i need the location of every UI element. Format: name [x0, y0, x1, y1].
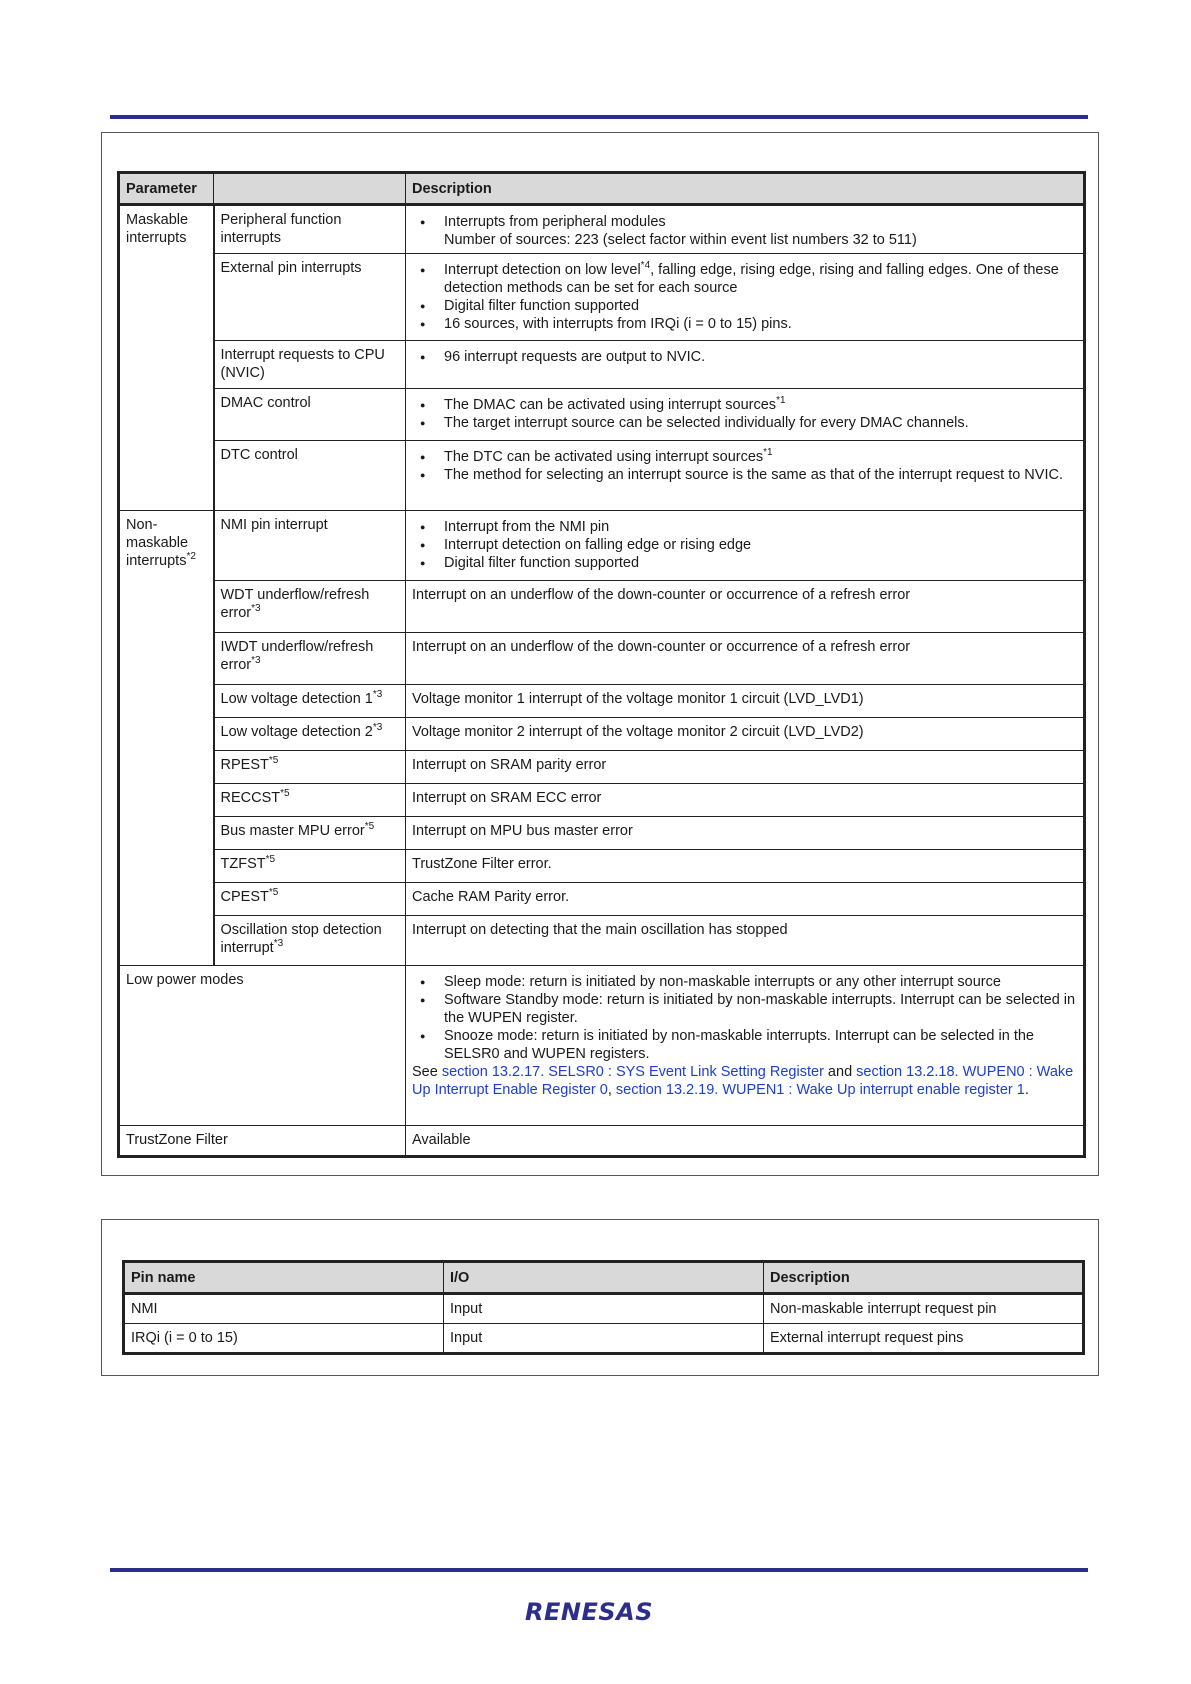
desc-cell: Interrupt on SRAM parity error: [406, 751, 1085, 784]
renesas-logo: [523, 1598, 669, 1624]
param-cell: NMI pin interrupt: [214, 511, 406, 581]
table-row: [119, 633, 1085, 685]
table-row: [119, 718, 1085, 751]
header-rule: [110, 115, 1088, 119]
bullet-item: ● 96 interrupt requests are output to NVIC.: [444, 348, 1077, 366]
pin-name-cell: IRQi (i = 0 to 15): [124, 1324, 444, 1354]
desc-cell: TrustZone Filter error.: [406, 850, 1085, 883]
bullet-item: ● Snooze mode: return is initiated by non-maskable interrupts. Interrupt can be selected in the SELSR0 and WUPEN registers.: [444, 1027, 1077, 1063]
table-row: [119, 685, 1085, 718]
table-row: [119, 751, 1085, 784]
link-wupen0[interactable]: section 13.2.18. WUPEN0 : Wake Up Interrupt Enable Register 0: [412, 1064, 1074, 1098]
table-row: [119, 341, 1085, 389]
param-cell: RECCST$^{*5}$: [214, 784, 406, 817]
group-nonmaskable-interrupts: Non-maskable interrupts$^{*2}$: [119, 511, 214, 966]
table-row: [119, 916, 1085, 966]
desc-cell: [406, 389, 1085, 441]
table-row: [119, 850, 1085, 883]
desc-cell: [406, 341, 1085, 389]
io-cell: Input: [444, 1294, 764, 1324]
continuation-text: Number of sources: 223 (select factor within event list numbers 32 to 511): [444, 232, 917, 248]
desc-cell: Interrupt on MPU bus master error: [406, 817, 1085, 850]
column-header-subparameter: [214, 173, 406, 205]
pin-config-frame: [101, 1219, 1099, 1376]
param-cell: TZFST$^{*5}$: [214, 850, 406, 883]
param-cell: CPEST$^{*5}$: [214, 883, 406, 916]
column-header-parameter: Parameter: [119, 173, 214, 205]
pin-config-table: [122, 1260, 1085, 1355]
interrupt-spec-table: [117, 171, 1086, 1158]
column-header-description: Description: [764, 1262, 1084, 1294]
bullet-item: ● Digital filter function supported: [444, 554, 1077, 572]
param-cell: Oscillation stop detection interrupt$^{*3}$: [214, 916, 406, 966]
desc-cell: Voltage monitor 2 interrupt of the voltage monitor 2 circuit (LVD_LVD2): [406, 718, 1085, 751]
io-cell: Input: [444, 1324, 764, 1354]
table-row: [119, 784, 1085, 817]
table-row: [119, 205, 1085, 254]
table-row: [119, 966, 1085, 1126]
footer-rule: [110, 1568, 1088, 1572]
group-maskable-interrupts: Maskable interrupts: [119, 205, 214, 511]
see-also-text: See section 13.2.17. SELSR0 : SYS Event Link Setting Register and section 13.2.18. WUPEN0 : Wake Up Interrupt Enable Register 0, section 13.2.19. WUPEN1 : Wake Up interrupt enable register 1.: [412, 1064, 1074, 1098]
desc-cell: [406, 254, 1085, 341]
param-cell: Bus master MPU error$^{*5}$: [214, 817, 406, 850]
table-row: [119, 254, 1085, 341]
desc-cell: Interrupt on SRAM ECC error: [406, 784, 1085, 817]
param-cell: WDT underflow/refresh error$^{*3}$: [214, 581, 406, 633]
param-cell-trustzone-filter: TrustZone Filter: [119, 1126, 406, 1157]
table-row: [119, 511, 1085, 581]
table-row: [119, 1126, 1085, 1157]
desc-cell: Available: [406, 1126, 1085, 1157]
param-cell-low-power-modes: Low power modes: [119, 966, 406, 1126]
table-row: [119, 389, 1085, 441]
param-cell: Low voltage detection 1$^{*3}$: [214, 685, 406, 718]
bullet-item: ● Interrupt from the NMI pin: [444, 518, 1077, 536]
pin-desc-cell: Non-maskable interrupt request pin: [764, 1294, 1084, 1324]
desc-cell: Cache RAM Parity error.: [406, 883, 1085, 916]
interrupt-spec-frame: [101, 132, 1099, 1176]
bullet-item: ● The method for selecting an interrupt source is the same as that of the interrupt request to NVIC.: [444, 466, 1077, 484]
bullet-item: ● The DMAC can be activated using interrupt sources$^{*1}$: [444, 396, 1077, 414]
table-row: [124, 1324, 1084, 1354]
bullet-item: ● Interrupts from peripheral modules: [444, 213, 1077, 231]
bullet-item: ● Sleep mode: return is initiated by non-maskable interrupts or any other interrupt source: [444, 973, 1077, 991]
param-cell: DMAC control: [214, 389, 406, 441]
param-cell: IWDT underflow/refresh error$^{*3}$: [214, 633, 406, 685]
desc-cell: [406, 511, 1085, 581]
param-cell: DTC control: [214, 441, 406, 511]
desc-cell: Interrupt on detecting that the main oscillation has stopped: [406, 916, 1085, 966]
table-row: [119, 883, 1085, 916]
table-row: [119, 581, 1085, 633]
bullet-item: ● Interrupt detection on falling edge or rising edge: [444, 536, 1077, 554]
bullet-item: ● Digital filter function supported: [444, 297, 1077, 315]
bullet-item: ● Interrupt detection on low level$^{*4}$, falling edge, rising edge, rising and falling edges. One of these detection methods can be set for each source: [444, 261, 1077, 297]
renesas-logo-text: RENESAS: [525, 1598, 653, 1624]
desc-cell: [406, 966, 1085, 1126]
pin-name-cell: NMI: [124, 1294, 444, 1324]
param-cell: RPEST$^{*5}$: [214, 751, 406, 784]
table-header-row: [119, 173, 1085, 205]
bullet-item: ● The target interrupt source can be selected individually for every DMAC channels.: [444, 414, 1077, 432]
desc-cell: Interrupt on an underflow of the down-counter or occurrence of a refresh error: [406, 581, 1085, 633]
column-header-io: I/O: [444, 1262, 764, 1294]
param-cell: Low voltage detection 2$^{*3}$: [214, 718, 406, 751]
table-row: [124, 1294, 1084, 1324]
bullet-item: ● The DTC can be activated using interrupt sources$^{*1}$: [444, 448, 1077, 466]
param-cell: External pin interrupts: [214, 254, 406, 341]
pin-desc-cell: External interrupt request pins: [764, 1324, 1084, 1354]
desc-cell: Voltage monitor 1 interrupt of the voltage monitor 1 circuit (LVD_LVD1): [406, 685, 1085, 718]
desc-cell: Interrupt on an underflow of the down-counter or occurrence of a refresh error: [406, 633, 1085, 685]
table-header-row: [124, 1262, 1084, 1294]
bullet-item: ● 16 sources, with interrupts from IRQi (i = 0 to 15) pins.: [444, 315, 1077, 333]
column-header-pin-name: Pin name: [124, 1262, 444, 1294]
param-cell: Interrupt requests to CPU (NVIC): [214, 341, 406, 389]
table-row: [119, 817, 1085, 850]
link-wupen1[interactable]: section 13.2.19. WUPEN1 : Wake Up interrupt enable register 1: [615, 1082, 1025, 1098]
desc-cell: [406, 205, 1085, 254]
link-selsr0[interactable]: section 13.2.17. SELSR0 : SYS Event Link Setting Register: [441, 1064, 824, 1080]
column-header-description: Description: [406, 173, 1085, 205]
desc-cell: [406, 441, 1085, 511]
bullet-item: ● Software Standby mode: return is initiated by non-maskable interrupts. Interrupt can be selected in the WUPEN register.: [444, 991, 1077, 1027]
table-row: [119, 441, 1085, 511]
param-cell: Peripheral function interrupts: [214, 205, 406, 254]
